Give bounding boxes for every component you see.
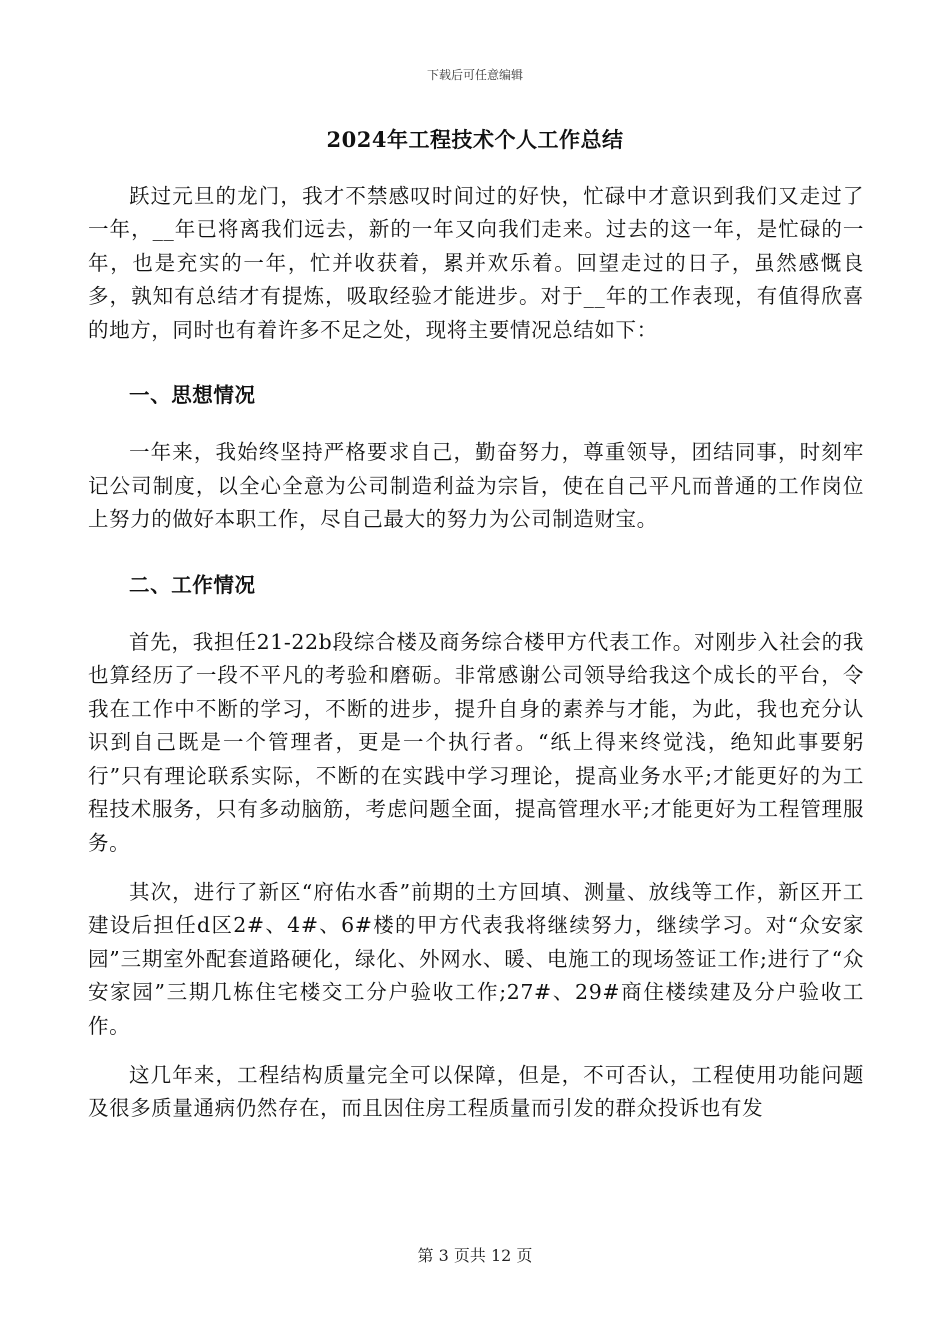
intro-paragraph: 跃过元旦的龙门，我才不禁感叹时间过的好快，忙碌中才意识到我们又走过了一年，__年已将离我们远去，新的一年又向我们走来。过去的这一年，是忙碌的一年，也是充实的一年，忙并收获着，累并欢乐着。回望走过的日子，虽然感慨良多，孰知有总结才有提炼，吸取经验才能进步。对于__年的工作表现，有值得欣喜的地方，同时也有着许多不足之处，现将主要情况总结如下：: [88, 184, 864, 342]
section-heading-work: 二、工作情况: [129, 572, 256, 597]
section-heading-thoughts: 一、思想情况: [129, 383, 256, 408]
document-title: 2024年工程技术个人工作总结: [326, 127, 624, 152]
section-work-paragraph-1: 首先，我担任21-22b段综合楼及商务综合楼甲方代表工作。对刚步入社会的我也算经历了一段不平凡的考验和磨砺。非常感谢公司领导给我这个成长的平台，令我在工作中不断的学习，不断的进步，提升自身的素养与才能，为此，我也充分认识到自己既是一个管理者，更是一个执行者。“纸上得来终觉浅，绝知此事要躬行”只有理论联系实际，不断的在实践中学习理论，提高业务水平;才能更好的为工程技术服务，只有多动脑筋，考虑问题全面，提高管理水平;才能更好为工程管理服务。: [88, 630, 864, 855]
section-work-paragraph-2: 其次，进行了新区“府佑水香”前期的土方回填、测量、放线等工作，新区开工建设后担任d区2#、4#、6#楼的甲方代表我将继续努力，继续学习。对“众安家园”三期室外配套道路硬化，绿化、外网水、暖、电施工的现场签证工作;进行了“众安家园”三期几栋住宅楼交工分户验收工作;27#、29#商住楼续建及分户验收工作。: [88, 879, 864, 1038]
page-footer: 第 3 页共 12 页: [417, 1246, 533, 1265]
section-thoughts-paragraph: 一年来，我始终坚持严格要求自己，勤奋努力，尊重领导，团结同事，时刻牢记公司制度，以全心全意为公司制造利益为宗旨，使在自己平凡而普通的工作岗位上努力的做好本职工作，尽自己最大的努力为公司制造财宝。: [88, 440, 864, 532]
document-body: [88, 180, 864, 1126]
header-note: 下载后可任意编辑: [426, 68, 523, 82]
section-work-paragraph-3: 这几年来，工程结构质量完全可以保障，但是，不可否认，工程使用功能问题及很多质量通病仍然存在，而且因住房工程质量而引发的群众投诉也有发: [88, 1062, 864, 1121]
